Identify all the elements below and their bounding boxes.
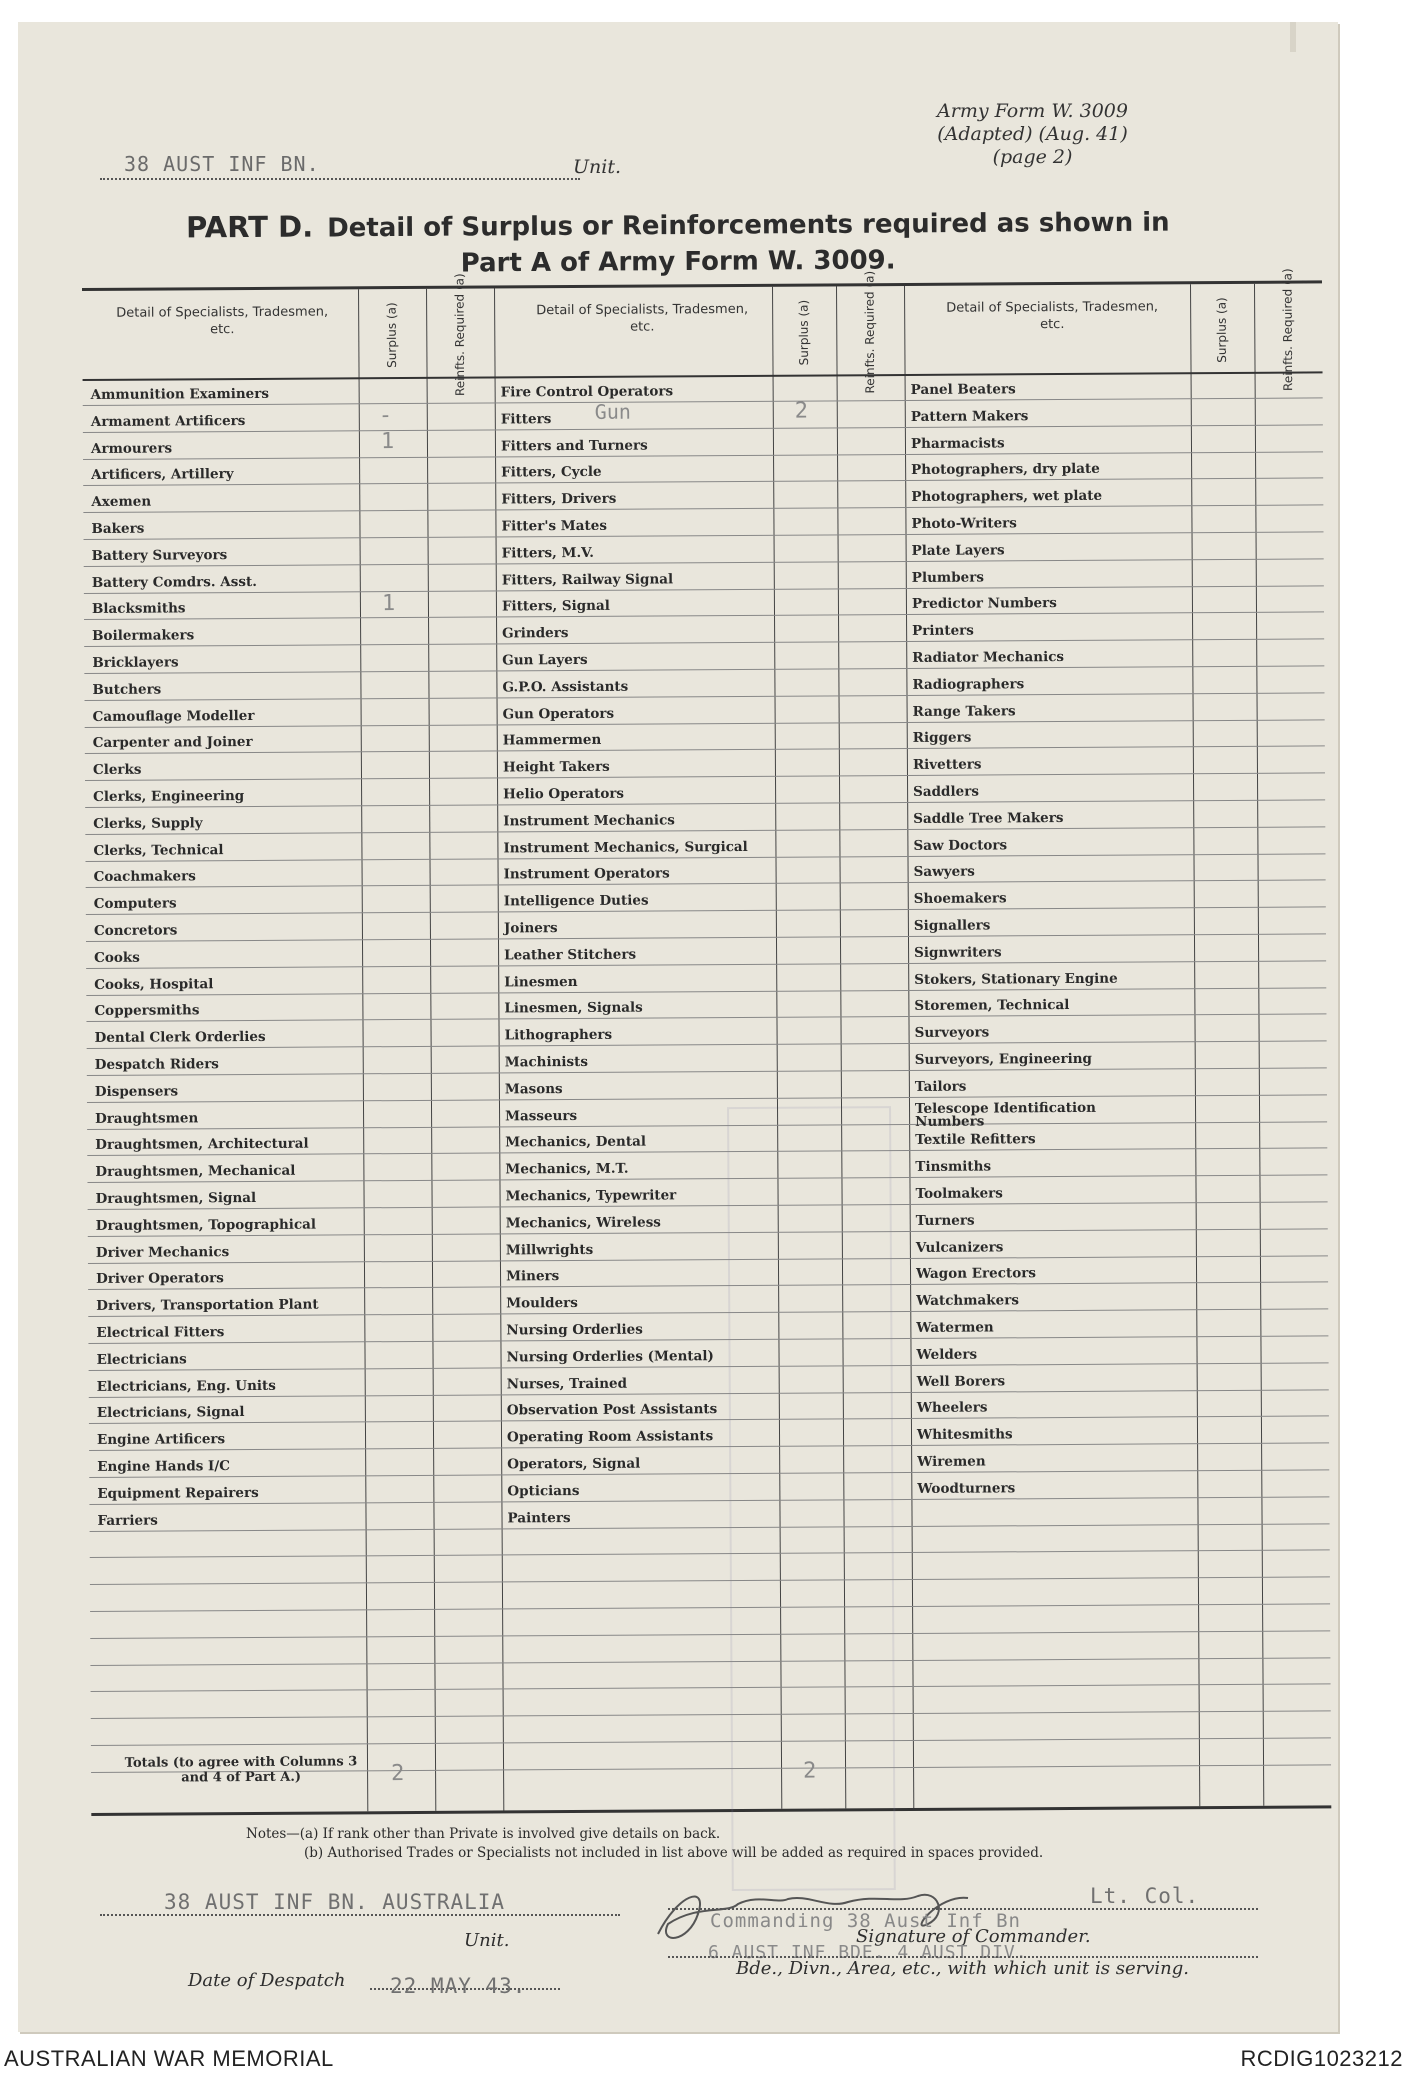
fitters-gun-note: Gun	[594, 399, 631, 424]
blacksmiths-surplus-value: 1	[381, 591, 396, 617]
table-row-label: Dispensers	[94, 1083, 179, 1100]
table-row-label: Fitters, M.V.	[501, 544, 595, 562]
header-surplus-3: Surplus (a)	[1214, 297, 1229, 363]
footer-id: RCDIG1023212	[1240, 2046, 1403, 2071]
fitters-surplus-value: 2	[794, 398, 809, 424]
armourers-surplus-value: 1	[380, 429, 395, 455]
table-row-label: Draughtsmen, Architectural	[95, 1136, 309, 1154]
table-row-label: Draughtsmen	[95, 1109, 199, 1127]
table-row-label: Masons	[504, 1080, 563, 1098]
table-row-label: Coachmakers	[93, 868, 196, 886]
table-row-label: Electricians	[96, 1351, 187, 1368]
row-line	[90, 1603, 1330, 1612]
row-line	[91, 1737, 1331, 1746]
bde-value: 6 AUST INF BDE. 4 AUST DIV.	[708, 1942, 1028, 1963]
table-row-label: Blacksmiths	[91, 600, 186, 618]
row-line	[86, 907, 1326, 916]
row-line	[85, 719, 1325, 728]
table-row-label: Operators, Signal	[507, 1455, 641, 1473]
header-surplus-1: Surplus (a)	[384, 302, 399, 368]
table-row-label: Radiographers	[912, 676, 1025, 693]
table-row-label: Tinsmiths	[915, 1158, 992, 1176]
row-line	[88, 1335, 1328, 1344]
table-row-label: Fitters, Signal	[501, 598, 610, 615]
table-row-label: Toolmakers	[915, 1185, 1003, 1202]
row-line	[86, 880, 1326, 889]
row-line	[86, 933, 1326, 942]
note-b: (b) Authorised Trades or Specialists not included in list above will be added as required in spaces provided.	[304, 1845, 1044, 1861]
table-row-label: Welders	[916, 1346, 978, 1363]
note-a: Notes—(a) If rank other than Private is involved give details on back.	[246, 1826, 721, 1842]
table-row-label: Instrument Mechanics, Surgical	[503, 838, 748, 857]
row-line	[83, 478, 1323, 487]
row-line	[90, 1577, 1330, 1586]
total-surplus-col2: 2	[802, 1758, 817, 1784]
table-row-label: Engine Hands I/C	[97, 1458, 231, 1475]
row-line	[88, 1282, 1328, 1291]
form-reference-line3: (page 2)	[992, 146, 1073, 168]
row-line	[90, 1550, 1330, 1559]
table-row-label: Mechanics, Dental	[505, 1133, 646, 1151]
table-row-label: Cooks, Hospital	[94, 975, 214, 993]
table-row-label: Surveyors, Engineering	[914, 1050, 1093, 1068]
table-row-label: Bakers	[91, 520, 145, 537]
table-row-label: Cooks	[94, 949, 140, 966]
table-row-label: Millwrights	[505, 1241, 594, 1259]
table-row-label: Fitters, Railway Signal	[501, 570, 674, 589]
row-line	[87, 1067, 1327, 1076]
table-row-label: Turners	[915, 1212, 975, 1229]
unit-value: 38 AUST INF BN.	[124, 152, 320, 176]
armament-surplus-dash: -	[378, 403, 393, 429]
form-reference-line1: Army Form W. 3009	[937, 100, 1128, 122]
table-row-label: Driver Mechanics	[95, 1243, 230, 1261]
table-row-label: Shoemakers	[913, 890, 1007, 908]
table-row-label: Photographers, wet plate	[911, 487, 1103, 506]
row-line	[84, 531, 1324, 540]
table-row-label: Nursing Orderlies (Mental)	[506, 1347, 714, 1366]
table-row-label: Electricians, Signal	[96, 1404, 245, 1422]
table-row-label: Clerks, Engineering	[93, 788, 245, 805]
table-row-label: Observation Post Assistants	[506, 1401, 718, 1419]
header-divider	[83, 371, 1323, 381]
table-row-label: Hammermen	[502, 732, 602, 749]
table-row-label: Textile Refitters	[915, 1131, 1036, 1149]
table-row-label: Gun Operators	[502, 705, 615, 723]
table-row-label: Signallers	[913, 917, 991, 934]
table-row-label: Mechanics, M.T.	[505, 1160, 629, 1178]
table-row-label: Fitters	[500, 410, 552, 428]
table-row-label: Clerks, Supply	[93, 815, 203, 832]
row-line	[88, 1255, 1328, 1264]
table-row-label: Watermen	[916, 1319, 994, 1336]
table-row-label: Instrument Operators	[503, 865, 670, 883]
row-line	[85, 826, 1325, 835]
table-row-label: Photo-Writers	[911, 515, 1017, 532]
table-row-label: Equipment Repairers	[97, 1484, 259, 1502]
table-row-label: Helio Operators	[503, 785, 625, 803]
table-row-label: G.P.O. Assistants	[502, 678, 629, 696]
table-row-label: Instrument Mechanics	[503, 812, 675, 830]
date-value: 22 MAY 43.	[390, 1974, 527, 1998]
table-row-label: Radiator Mechanics	[912, 649, 1065, 666]
row-line	[91, 1684, 1331, 1693]
table-row-label: Pharmacists	[910, 434, 1005, 452]
table-row-label: Axemen	[91, 493, 152, 511]
row-line	[83, 505, 1323, 514]
table-row-label: Telescope Identification Numbers	[914, 1099, 1096, 1130]
table-row-label: Plate Layers	[911, 542, 1005, 559]
table-row-label: Nurses, Trained	[506, 1375, 628, 1393]
unit-sign-line	[100, 1914, 620, 1916]
table-row-label: Draughtsmen, Mechanical	[95, 1162, 296, 1181]
unit-sign-caption: Unit.	[464, 1930, 510, 1951]
table-row-label: Predictor Numbers	[911, 595, 1057, 613]
table-row-label: Fitters, Cycle	[501, 464, 602, 481]
table-row-label: Rivetters	[912, 756, 982, 774]
table-row-label: Whitesmiths	[916, 1426, 1013, 1444]
table-row-label: Computers	[93, 895, 177, 913]
table-row-label: Machinists	[504, 1053, 589, 1071]
table-row-label: Coppersmiths	[94, 1002, 200, 1020]
table-row-label: Carpenter and Joiner	[92, 734, 253, 752]
table-row-label: Draughtsmen, Topographical	[95, 1216, 317, 1234]
table-row-label: Stokers, Stationary Engine	[914, 970, 1118, 988]
row-line	[85, 692, 1325, 701]
row-line	[84, 558, 1324, 567]
table-row-label: Concretors	[93, 922, 178, 939]
totals-label: Totals (to agree with Columns 3 and 4 of Part A.)	[124, 1754, 358, 1786]
table-row-label: Plumbers	[911, 569, 984, 586]
header-reinfts-1: Reinfts. Required (a)	[452, 273, 468, 397]
table-row-label: Gun Layers	[502, 651, 588, 669]
table-row-label: Grinders	[502, 625, 569, 642]
table-row-label: Drivers, Transportation Plant	[96, 1296, 319, 1315]
form-sheet	[18, 22, 1338, 2032]
table-row-label: Well Borers	[916, 1372, 1006, 1390]
table-row-label: Sawyers	[913, 863, 975, 881]
table-row-label: Battery Surveyors	[91, 546, 228, 564]
header-reinfts-3: Reinfts. Required (a)	[1280, 268, 1296, 392]
table-row-label: Clerks, Technical	[93, 841, 224, 859]
table-row-label: Saw Doctors	[913, 836, 1008, 854]
form-reference	[937, 100, 1128, 169]
table-row-label: Height Takers	[502, 758, 610, 776]
unit-stamp-value: 38 AUST INF BN. AUSTRALIA	[164, 1890, 506, 1914]
table-row-label: Boilermakers	[92, 627, 195, 645]
row-line	[86, 960, 1326, 969]
table-row-label: Electricians, Eng. Units	[96, 1377, 276, 1395]
header-detail-1: Detail of Specialists, Tradesmen, etc.	[116, 304, 329, 338]
table-row-label: Artificers, Artillery	[91, 466, 234, 484]
table-row-label: Saddlers	[913, 783, 979, 800]
table-row-label: Panel Beaters	[910, 381, 1016, 398]
header-detail-2: Detail of Specialists, Tradesmen, etc.	[536, 301, 749, 335]
table-row-label: Mechanics, Wireless	[505, 1214, 661, 1232]
footer-source: AUSTRALIAN WAR MEMORIAL	[4, 2046, 334, 2071]
form-reference-line2: (Adapted) (Aug. 41)	[937, 123, 1128, 145]
table-row-label: Butchers	[92, 681, 162, 698]
table-row-label: Fitters and Turners	[500, 437, 648, 455]
table-row-label: Ammunition Examiners	[90, 385, 270, 403]
table-row-label: Watchmakers	[916, 1292, 1019, 1310]
table-row-label: Surveyors	[914, 1024, 990, 1042]
table-row-label: Moulders	[506, 1295, 578, 1312]
header-reinfts-2: Reinfts. Required (a)	[862, 270, 878, 394]
unit-caption: Unit.	[573, 156, 622, 178]
table-row-label: Dental Clerk Orderlies	[94, 1029, 266, 1047]
row-line	[84, 612, 1324, 621]
table-row-label: Leather Stitchers	[504, 946, 637, 964]
table-row-label: Joiners	[503, 920, 558, 937]
form-title	[178, 203, 1178, 284]
table-row-label: Tailors	[914, 1078, 967, 1095]
table-row-label: Linesmen	[504, 973, 578, 991]
date-caption: Date of Despatch	[188, 1970, 346, 1991]
table-row-label: Linesmen, Signals	[504, 999, 643, 1017]
table-row-label: Electrical Fitters	[96, 1324, 225, 1341]
commanding-value: Commanding 38 Aust Inf Bn	[710, 1910, 1021, 1932]
table-row-label: Opticians	[507, 1482, 580, 1500]
row-line	[87, 1041, 1327, 1050]
table-row-label: Printers	[912, 622, 974, 640]
table-row-label: Intelligence Duties	[503, 892, 649, 910]
title-part: PART D.	[185, 209, 314, 245]
row-line	[85, 746, 1325, 755]
title-line1: Detail of Surplus or Reinforcements required as shown in	[327, 207, 1170, 244]
table-row-label: Despatch Riders	[94, 1056, 219, 1073]
table-row-label: Mechanics, Typewriter	[505, 1187, 677, 1205]
table-row-label: Storemen, Technical	[914, 997, 1070, 1015]
row-line	[84, 585, 1324, 594]
bde-caption: Bde., Divn., Area, etc., with which unit is serving.	[736, 1958, 1189, 1979]
table-row-label: Range Takers	[912, 702, 1016, 720]
specialists-table	[82, 268, 1331, 1816]
table-row-label: Woodturners	[917, 1480, 1016, 1497]
table-row-label: Signwriters	[914, 944, 1002, 961]
row-line	[90, 1630, 1330, 1639]
row-line	[85, 773, 1325, 782]
header-detail-3: Detail of Specialists, Tradesmen, etc.	[946, 299, 1159, 333]
row-line	[86, 1014, 1326, 1023]
table-row-label: Wheelers	[916, 1399, 988, 1417]
table-row-label: Vulcanizers	[915, 1238, 1004, 1256]
table-row-label: Driver Operators	[96, 1270, 224, 1288]
row-line	[86, 987, 1326, 996]
table-row-label: Fitters, Drivers	[501, 490, 617, 508]
row-line	[84, 665, 1324, 674]
table-row-label: Wagon Erectors	[915, 1265, 1036, 1283]
rank-value: Lt. Col.	[1090, 1884, 1200, 1908]
table-row-label: Fire Control Operators	[500, 383, 674, 401]
total-surplus-col1: 2	[391, 1761, 405, 1787]
table-row-label: Battery Comdrs. Asst.	[91, 573, 257, 591]
table-row-label: Camouflage Modeller	[92, 707, 255, 725]
row-line	[89, 1469, 1329, 1478]
row-line	[91, 1711, 1331, 1720]
table-row-label: Farriers	[97, 1512, 158, 1529]
row-line	[90, 1523, 1330, 1532]
table-row-label: Nursing Orderlies	[506, 1321, 643, 1339]
row-line	[84, 639, 1324, 648]
row-line	[83, 424, 1323, 433]
row-line	[83, 451, 1323, 460]
signature-caption: Signature of Commander.	[856, 1926, 1091, 1947]
table-row-label: Engine Artificers	[96, 1431, 226, 1449]
table-row-label: Armourers	[90, 440, 173, 457]
table-row-label: Armament Artificers	[90, 412, 246, 430]
table-row-label: Painters	[507, 1509, 571, 1527]
table-row-label: Wiremen	[917, 1453, 986, 1470]
table-row-label: Clerks	[92, 761, 142, 779]
table-row-label: Pattern Makers	[910, 408, 1029, 425]
header-surplus-2: Surplus (a)	[796, 299, 811, 366]
table-row-label: Lithographers	[504, 1026, 613, 1044]
table-row-label: Riggers	[912, 729, 972, 747]
table-row-label: Saddle Tree Makers	[913, 809, 1064, 827]
table-row-label: Photographers, dry plate	[911, 461, 1100, 479]
table-row-label: Bricklayers	[92, 654, 179, 671]
row-line	[89, 1496, 1329, 1505]
table-row-label: Draughtsmen, Signal	[95, 1189, 257, 1207]
table-row-label: Operating Room Assistants	[506, 1428, 714, 1446]
row-line	[90, 1657, 1330, 1666]
row-line	[85, 799, 1325, 808]
table-row-label: Miners	[505, 1268, 560, 1285]
row-line	[88, 1201, 1328, 1210]
paper-edge	[1290, 22, 1296, 52]
table-row-label: Masseurs	[505, 1107, 578, 1125]
table-row-label: Fitter's Mates	[501, 517, 607, 535]
title-line2: Part A of Army Form W. 3009.	[460, 245, 896, 279]
